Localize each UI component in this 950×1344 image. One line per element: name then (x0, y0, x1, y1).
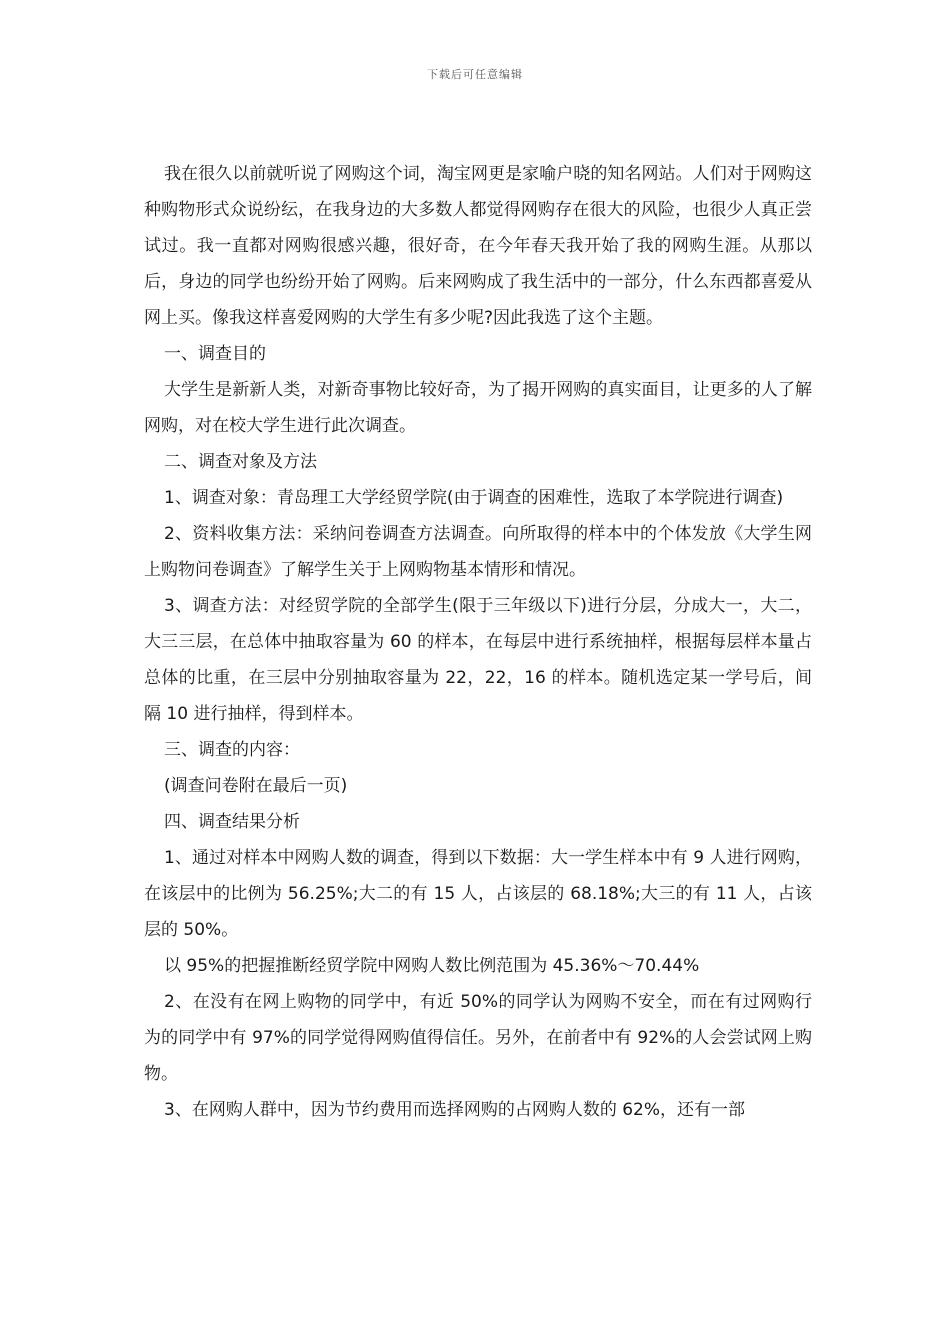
intro-paragraph: 我在很久以前就听说了网购这个词，淘宝网更是家喻户晓的知名网站。人们对于网购这种购物形式众说纷纭，在我身边的大多数人都觉得网购存在很大的风险，也很少人真正尝试过。我一直都对网购很感兴趣，很好奇，在今年春天我开始了我的网购生涯。从那以后，身边的同学也纷纷开始了网购。后来网购成了我生活中的一部分，什么东西都喜爱从网上买。像我这样喜爱网购的大学生有多少呢?因此我选了这个主题。 (144, 164, 812, 328)
data-collection-paragraph: 2、资料收集方法：采纳问卷调查方法调查。向所取得的样本中的个体发放《大学生网上购物问卷调查》了解学生关于上网购物基本情形和情况。 (144, 524, 812, 580)
survey-method-paragraph: 3、调查方法：对经贸学院的全部学生(限于三年级以下)进行分层，分成大一，大二，大三三层，在总体中抽取容量为 60 的样本，在每层中进行系统抽样，根据每层样本量占总体的比重，在三层中分别抽取容量为 22，22，16 的样本。随机选定某一学号后，间隔 10 进行抽样，得到样本。 (144, 596, 812, 724)
confidence-interval-paragraph: 以 95%的把握推断经贸学院中网购人数比例范围为 45.36%～70.44% (164, 956, 700, 976)
result-paragraph-3: 3、在网购人群中，因为节约费用而选择网购的占网购人数的 62%，还有一部 (164, 1100, 746, 1120)
section-heading-content: 三、调查的内容： (164, 740, 300, 760)
document-body (144, 156, 812, 1128)
page-header: 下载后可任意编辑 (427, 68, 523, 81)
purpose-paragraph: 大学生是新新人类，对新奇事物比较好奇，为了揭开网购的真实面目，让更多的人了解网购，对在校大学生进行此次调查。 (144, 380, 812, 436)
section-heading-purpose: 一、调查目的 (164, 344, 266, 364)
section-heading-subjects-methods: 二、调查对象及方法 (164, 452, 317, 472)
result-paragraph-2: 2、在没有在网上购物的同学中，有近 50%的同学认为网购不安全，而在有过网购行为的同学中有 97%的同学觉得网购值得信任。另外，在前者中有 92%的人会尝试网上购物。 (144, 992, 812, 1084)
questionnaire-note: (调查问卷附在最后一页) (164, 776, 348, 796)
section-heading-results: 四、调查结果分析 (164, 812, 300, 832)
survey-subjects-paragraph: 1、调查对象：青岛理工大学经贸学院(由于调查的困难性，选取了本学院进行调查) (164, 488, 784, 508)
result-paragraph-1: 1、通过对样本中网购人数的调查，得到以下数据：大一学生样本中有 9 人进行网购，在该层中的比例为 56.25%;大二的有 15 人，占该层的 68.18%;大三的有 11 人，占该层的 50%。 (144, 848, 812, 940)
